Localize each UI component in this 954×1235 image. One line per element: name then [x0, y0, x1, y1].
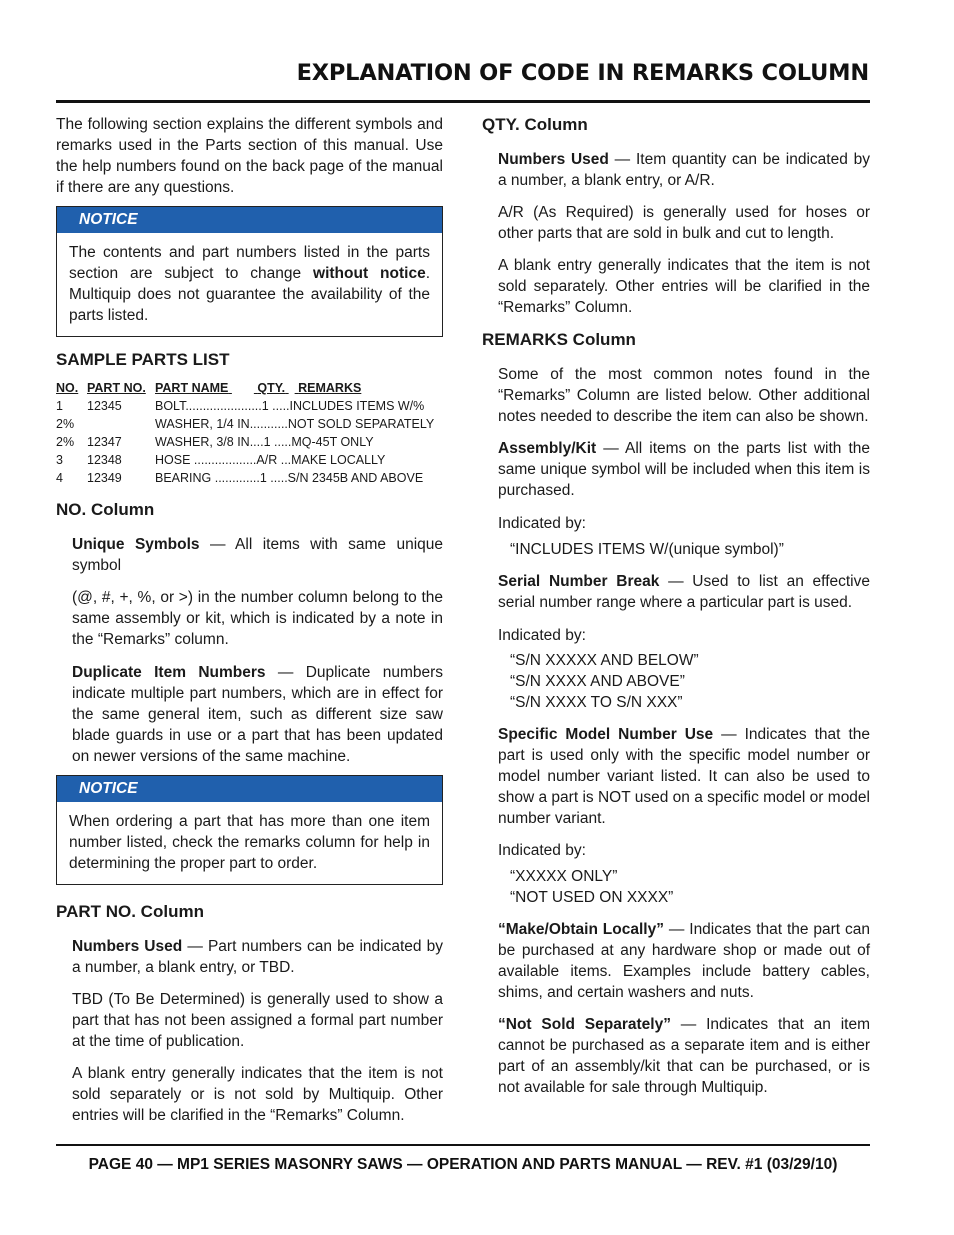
model-example: “XXXXX ONLY” — [510, 868, 618, 885]
cell-partno — [87, 415, 155, 433]
qty-numbers-text: — Item quantity can be indicated by a number, a blank entry, or A/R. — [498, 151, 870, 189]
qty-column-heading: QTY. Column — [482, 115, 588, 134]
right-column — [482, 114, 870, 1098]
cell-partno: 12345 — [87, 399, 122, 413]
not-sold-term: “Not Sold Separately” — [498, 1016, 671, 1033]
page-footer: PAGE 40 — MP1 SERIES MASONRY SAWS — OPERATION AND PARTS MANUAL — REV. #1 (03/29/10) — [88, 1156, 838, 1173]
remarks-column-heading: REMARKS Column — [482, 330, 636, 349]
notice-bold: without notice — [313, 265, 426, 282]
not-sold-text: — Indicates that an item cannot be purchased as a separate item and is either part of an assembly/kit that can be purchased, or is not available for sale through Multiquip. — [498, 1016, 870, 1096]
serial-paragraph — [498, 571, 870, 613]
sample-parts-heading: SAMPLE PARTS LIST — [56, 350, 230, 369]
cell-partno: 12348 — [87, 453, 122, 467]
assembly-example: “INCLUDES ITEMS W/(unique symbol)” — [510, 541, 784, 558]
cell-desc: WASHER, 1/4 IN...........NOT SOLD SEPARATELY — [155, 417, 435, 431]
table-row — [56, 415, 443, 433]
unique-symbols-term: Unique Symbols — [72, 536, 200, 553]
cell-desc: BEARING .............1 .....S/N 2345B AND ABOVE — [155, 471, 424, 485]
duplicate-numbers-term: Duplicate Item Numbers — [72, 664, 266, 681]
cell-no: 3 — [56, 453, 63, 467]
no-column-heading: NO. Column — [56, 500, 155, 519]
table-row — [56, 397, 443, 415]
cell-no: 2% — [56, 435, 75, 449]
partno-numbers-text: — Part numbers can be indicated by a number, a blank entry, or TBD. — [72, 938, 443, 976]
col-header-remarks: REMARKS — [298, 381, 362, 395]
cell-partno: 12349 — [87, 471, 122, 485]
assembly-text: — All items on the parts list with the same unique symbol will be included when this item is purchased. — [498, 440, 870, 499]
title-rule — [56, 100, 870, 103]
make-locally-paragraph — [498, 919, 870, 1003]
assembly-paragraph — [498, 438, 870, 501]
qty-numbers-paragraph — [498, 149, 870, 191]
partno-numbers-term: Numbers Used — [72, 938, 183, 955]
serial-example: “S/N XXXXX AND BELOW” — [510, 652, 699, 669]
notice-text: When ordering a part that has more than one item number listed, check the remarks column for help in determining the proper part to order. — [69, 813, 430, 872]
notice-text — [57, 233, 442, 336]
symbols-paragraph: (@, #, +, %, or >) in the number column belong to the same assembly or kit, which is indicated by a note in the “Remarks” column. — [72, 589, 443, 648]
remarks-intro-paragraph: Some of the most common notes found in the “Remarks” Column are listed below. Other additional notes needed to describe the item can also be shown. — [498, 366, 870, 425]
left-column — [56, 114, 443, 1126]
partno-numbers-paragraph — [72, 936, 443, 978]
unique-symbols-text: — All items with same unique symbol — [72, 536, 443, 574]
page-title: EXPLANATION OF CODE IN REMARKS COLUMN — [296, 60, 869, 86]
col-header-partname — [155, 379, 443, 397]
model-example: “NOT USED ON XXXX” — [510, 889, 674, 906]
intro-paragraph: The following section explains the different symbols and remarks used in the Parts section of this manual. Use the help numbers found on the back page of the manual if there are any questions. — [56, 116, 443, 196]
col-header-qty: QTY. — [257, 381, 286, 395]
notice-text-part: . Multiquip does not guarantee the availability of the parts listed. — [69, 265, 431, 324]
indicated-by-label: Indicated by: — [498, 627, 586, 644]
col-header-partname-label: PART NAME — [155, 381, 229, 395]
table-row — [56, 451, 443, 469]
ar-paragraph: A/R (As Required) is generally used for hoses or other parts that are sold in bulk and cut to length. — [498, 204, 870, 242]
col-header-partno: PART NO. — [87, 381, 146, 395]
table-row — [56, 469, 443, 487]
table-header-row — [56, 379, 443, 397]
serial-text: — Used to list an effective serial number range where a particular part is used. — [498, 573, 870, 611]
tbd-paragraph: TBD (To Be Determined) is generally used to show a part that has not been assigned a formal part number at the time of publication. — [72, 991, 443, 1050]
model-term: Specific Model Number Use — [498, 726, 714, 743]
col-header-no: NO. — [56, 381, 79, 395]
sample-parts-table — [56, 379, 443, 487]
serial-example: “S/N XXXX TO S/N XXX” — [510, 694, 683, 711]
cell-no: 4 — [56, 471, 63, 485]
notice-text-part: The contents and part numbers listed in the parts section are subject to change — [69, 244, 430, 282]
make-locally-term: “Make/Obtain Locally” — [498, 921, 664, 938]
notice-box-contents — [56, 206, 443, 337]
indicated-by-label: Indicated by: — [498, 842, 586, 859]
not-sold-paragraph — [498, 1014, 870, 1098]
cell-no: 1 — [56, 399, 63, 413]
footer-rule — [56, 1144, 870, 1146]
indicated-by-label: Indicated by: — [498, 515, 586, 532]
qty-blank-paragraph: A blank entry generally indicates that the item is not sold separately. Other entries will be clarified in the “Remarks” Column. — [498, 257, 870, 316]
serial-term: Serial Number Break — [498, 573, 660, 590]
model-paragraph — [498, 724, 870, 829]
cell-no: 2% — [56, 417, 75, 431]
notice-label: NOTICE — [57, 207, 442, 233]
notice-label: NOTICE — [57, 776, 442, 802]
model-text: — Indicates that the part is used only with the specific model number or model number variant listed. It can also be used to show a part is NOT used on a specific model or model number variant. — [498, 726, 870, 827]
table-row — [56, 433, 443, 451]
cell-desc: BOLT......................1 .....INCLUDES ITEMS W/% — [155, 399, 425, 413]
make-locally-text: — Indicates that the part can be purchased at any hardware shop or made out of available items. Examples include battery cables, shims, and certain washers and nuts. — [498, 921, 870, 1001]
unique-symbols-paragraph — [72, 534, 443, 576]
assembly-term: Assembly/Kit — [498, 440, 597, 457]
qty-numbers-term: Numbers Used — [498, 151, 609, 168]
duplicate-numbers-text: — Duplicate numbers indicate multiple part numbers, which are in effect for the same general item, such as different size saw blade guards in use or a part that has been updated on newer versions of the same machine. — [72, 664, 444, 765]
cell-desc: HOSE ..................A/R ...MAKE LOCALLY — [155, 453, 386, 467]
partno-column-heading: PART NO. Column — [56, 902, 204, 921]
serial-example: “S/N XXXX AND ABOVE” — [510, 673, 685, 690]
cell-desc: WASHER, 3/8 IN....1 .....MQ-45T ONLY — [155, 435, 374, 449]
duplicate-numbers-paragraph — [72, 662, 443, 767]
notice-box-ordering — [56, 775, 443, 885]
partno-blank-paragraph: A blank entry generally indicates that the item is not sold separately or is not sold by Multiquip. Other entries will be clarified in the “Remarks” Column. — [72, 1065, 443, 1124]
cell-partno: 12347 — [87, 435, 122, 449]
